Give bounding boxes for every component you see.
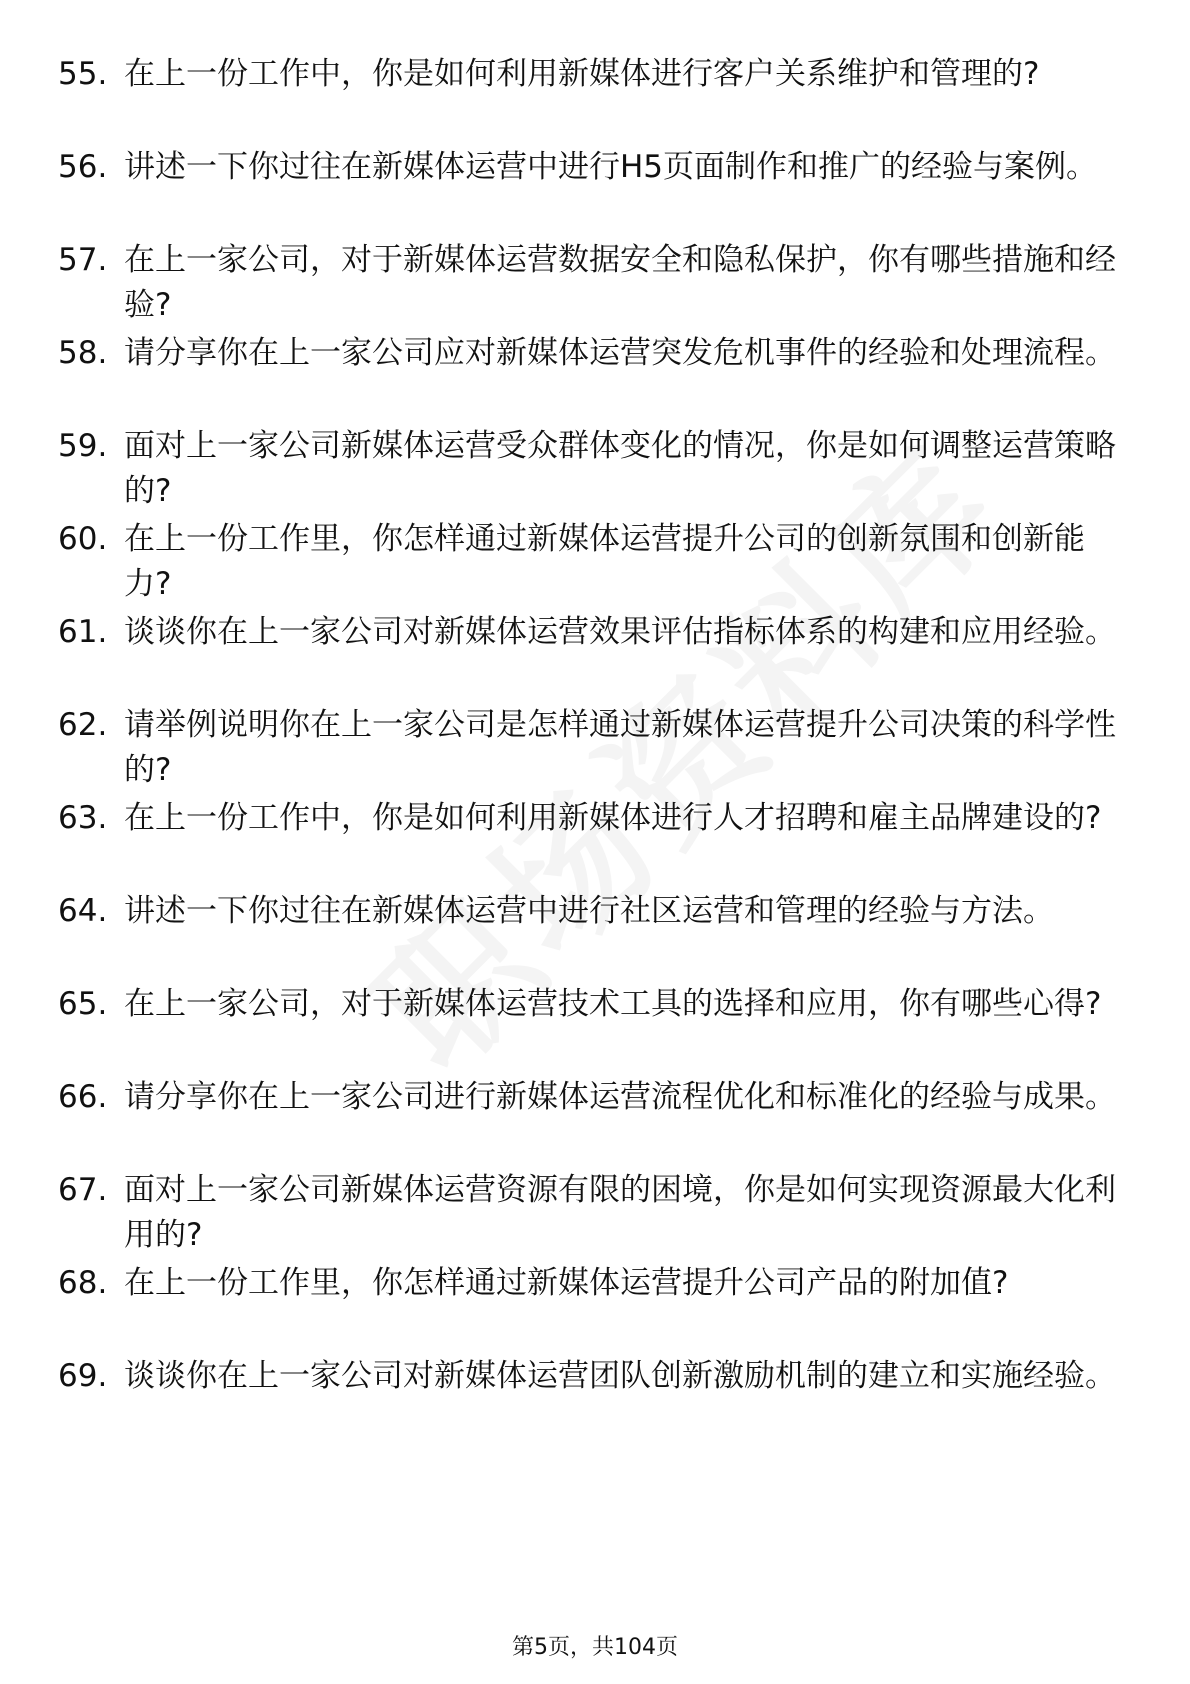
question-number: 64. [58,893,108,929]
question-text: 面对上一家公司新媒体运营受众群体变化的情况，你是如何调整运营策略的? [124,428,1116,509]
question-text: 请分享你在上一家公司进行新媒体运营流程优化和标准化的经验与成果。 [124,1079,1116,1115]
question-text: 请分享你在上一家公司应对新媒体运营突发危机事件的经验和处理流程。 [124,335,1116,371]
question-number: 65. [58,986,108,1022]
question-item [58,1168,1133,1261]
question-text: 面对上一家公司新媒体运营资源有限的困境，你是如何实现资源最大化利用的? [124,1172,1116,1253]
page-footer [0,1630,1190,1661]
question-item [58,145,1133,238]
question-item [58,1261,1133,1354]
question-number: 55. [58,56,108,92]
question-number: 68. [58,1265,108,1301]
question-number: 57. [58,242,108,278]
question-number: 60. [58,521,108,557]
question-text: 在上一家公司，对于新媒体运营数据安全和隐私保护，你有哪些措施和经验? [124,242,1116,323]
question-text: 请举例说明你在上一家公司是怎样通过新媒体运营提升公司决策的科学性的? [124,707,1116,788]
question-item [58,52,1133,145]
question-text: 讲述一下你过往在新媒体运营中进行H5页面制作和推广的经验与案例。 [124,149,1098,185]
question-number: 59. [58,428,108,464]
question-number: 62. [58,707,108,743]
question-number: 61. [58,614,108,650]
question-item [58,889,1133,982]
question-item [58,1075,1133,1168]
question-item [58,982,1133,1075]
question-item [58,331,1133,424]
page-number-label: 第5页，共104页 [512,1635,678,1660]
question-item [58,796,1133,889]
question-item [58,703,1133,796]
question-number: 58. [58,335,108,371]
question-list [58,52,1133,1447]
question-text: 谈谈你在上一家公司对新媒体运营效果评估指标体系的构建和应用经验。 [124,614,1116,650]
question-item [58,610,1133,703]
question-text: 在上一份工作中，你是如何利用新媒体进行人才招聘和雇主品牌建设的? [124,800,1102,836]
question-item [58,1354,1133,1447]
question-number: 67. [58,1172,108,1208]
question-text: 在上一家公司，对于新媒体运营技术工具的选择和应用，你有哪些心得? [124,986,1102,1022]
question-number: 56. [58,149,108,185]
question-text: 谈谈你在上一家公司对新媒体运营团队创新激励机制的建立和实施经验。 [124,1358,1116,1394]
question-number: 63. [58,800,108,836]
question-item [58,424,1133,517]
question-text: 在上一份工作里，你怎样通过新媒体运营提升公司产品的附加值? [124,1265,1009,1301]
question-number: 66. [58,1079,108,1115]
question-item [58,517,1133,610]
question-text: 在上一份工作里，你怎样通过新媒体运营提升公司的创新氛围和创新能力? [124,521,1085,602]
question-text: 讲述一下你过往在新媒体运营中进行社区运营和管理的经验与方法。 [124,893,1054,929]
question-item [58,238,1133,331]
question-text: 在上一份工作中，你是如何利用新媒体进行客户关系维护和管理的? [124,56,1040,92]
question-number: 69. [58,1358,108,1394]
